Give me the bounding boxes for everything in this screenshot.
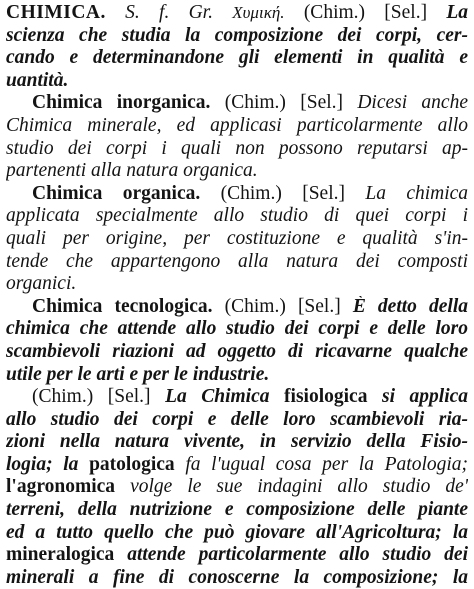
subentry-line: partenenti alla natura organica. — [6, 160, 258, 182]
subentry-line — [6, 454, 468, 477]
tag-chim: (Chim.) — [303, 2, 366, 23]
subentry-line: utile per le arti e per le industrie. — [6, 363, 270, 385]
definition-line: cando e determinandone gli elementi in qualità e — [6, 47, 468, 69]
definition-line: uantità. — [6, 69, 69, 91]
subentry-line — [6, 476, 468, 499]
grammar-label: S. f. Gr. — [125, 2, 213, 23]
subentry-term: Chimica inorganica. — [32, 92, 211, 114]
subentry-line — [6, 92, 468, 115]
subentry-line: studio dei corpi i quali non possono reputarsi ap- — [6, 137, 468, 159]
definition-text: La — [446, 2, 468, 23]
entry-line-1 — [6, 2, 468, 25]
subentry-term: Chimica tecnologica. — [32, 295, 213, 317]
subentry-term: l'agronomica — [6, 476, 116, 498]
subentry-line — [6, 386, 468, 409]
subentry-line: allo studio dei corpi e delle loro scambievoli ria- — [6, 408, 468, 430]
subentry-line: ed a tutto quello che può giovare all'Agricoltura; la — [6, 521, 468, 543]
definition-line: scienza che studia la composizione dei corpi, cer- — [6, 24, 468, 46]
greek-etymology: Χυμική. — [232, 3, 285, 22]
subentry-line: terreni, della nutrizione e composizione delle piante — [6, 499, 468, 521]
subentry-text: volge le sue indagini allo studio de' — [130, 476, 468, 498]
subentry-line: applicata specialmente allo studio di quei corpi i — [6, 205, 468, 227]
subentry-line: scambievoli riazioni ad oggetto di ricavarne qualche — [6, 340, 468, 362]
tag-chim: (Chim.) — [224, 92, 286, 114]
subentry-line: quali per origine, per costituzione e qualità s'in- — [6, 227, 468, 249]
subentry-text: attende particolarmente allo studio dei — [127, 544, 468, 566]
subentry-term: fisiologica — [284, 386, 368, 408]
subentry-text: La Chimica — [165, 386, 270, 408]
subentry-term: patologica — [89, 453, 175, 475]
dictionary-page — [6, 2, 468, 588]
subentry-line: Chimica minerale, ed applicasi particolarmente allo — [6, 114, 468, 136]
tag-sel: [Sel.] — [302, 182, 345, 204]
headword: CHIMICA. — [6, 2, 106, 23]
tag-chim: (Chim.) — [224, 295, 286, 317]
subentry-text: si applica — [382, 386, 468, 408]
subentry-line — [6, 296, 468, 319]
subentry-term: mineralogica — [6, 544, 115, 566]
subentry-text: È detto della — [352, 295, 468, 317]
subentry-text: Dicesi anche — [357, 92, 468, 114]
subentry-line: organici. — [6, 273, 77, 295]
subentry-line: tende che appartengono alla natura dei composti — [6, 250, 468, 272]
tag-chim: (Chim.) — [220, 182, 282, 204]
tag-sel: [Sel.] — [384, 2, 428, 23]
subentry-text: fa l'ugual cosa per la Patologia; — [185, 453, 468, 475]
tag-chim: (Chim.) — [32, 386, 94, 408]
tag-sel: [Sel.] — [300, 92, 344, 114]
subentry-text: La chimica — [365, 182, 468, 204]
subentry-line: minerali a fine di conoscerne la composizione; la — [6, 566, 468, 588]
subentry-line: zioni nella natura vivente, in servizio della Fisio- — [6, 431, 468, 453]
subentry-line — [6, 183, 468, 206]
subentry-line: chimica che attende allo studio dei corpi e delle loro — [6, 318, 468, 340]
tag-sel: [Sel.] — [107, 386, 151, 408]
subentry-text: logia; la — [6, 453, 79, 475]
subentry-term: Chimica organica. — [32, 182, 201, 204]
tag-sel: [Sel.] — [297, 295, 341, 317]
